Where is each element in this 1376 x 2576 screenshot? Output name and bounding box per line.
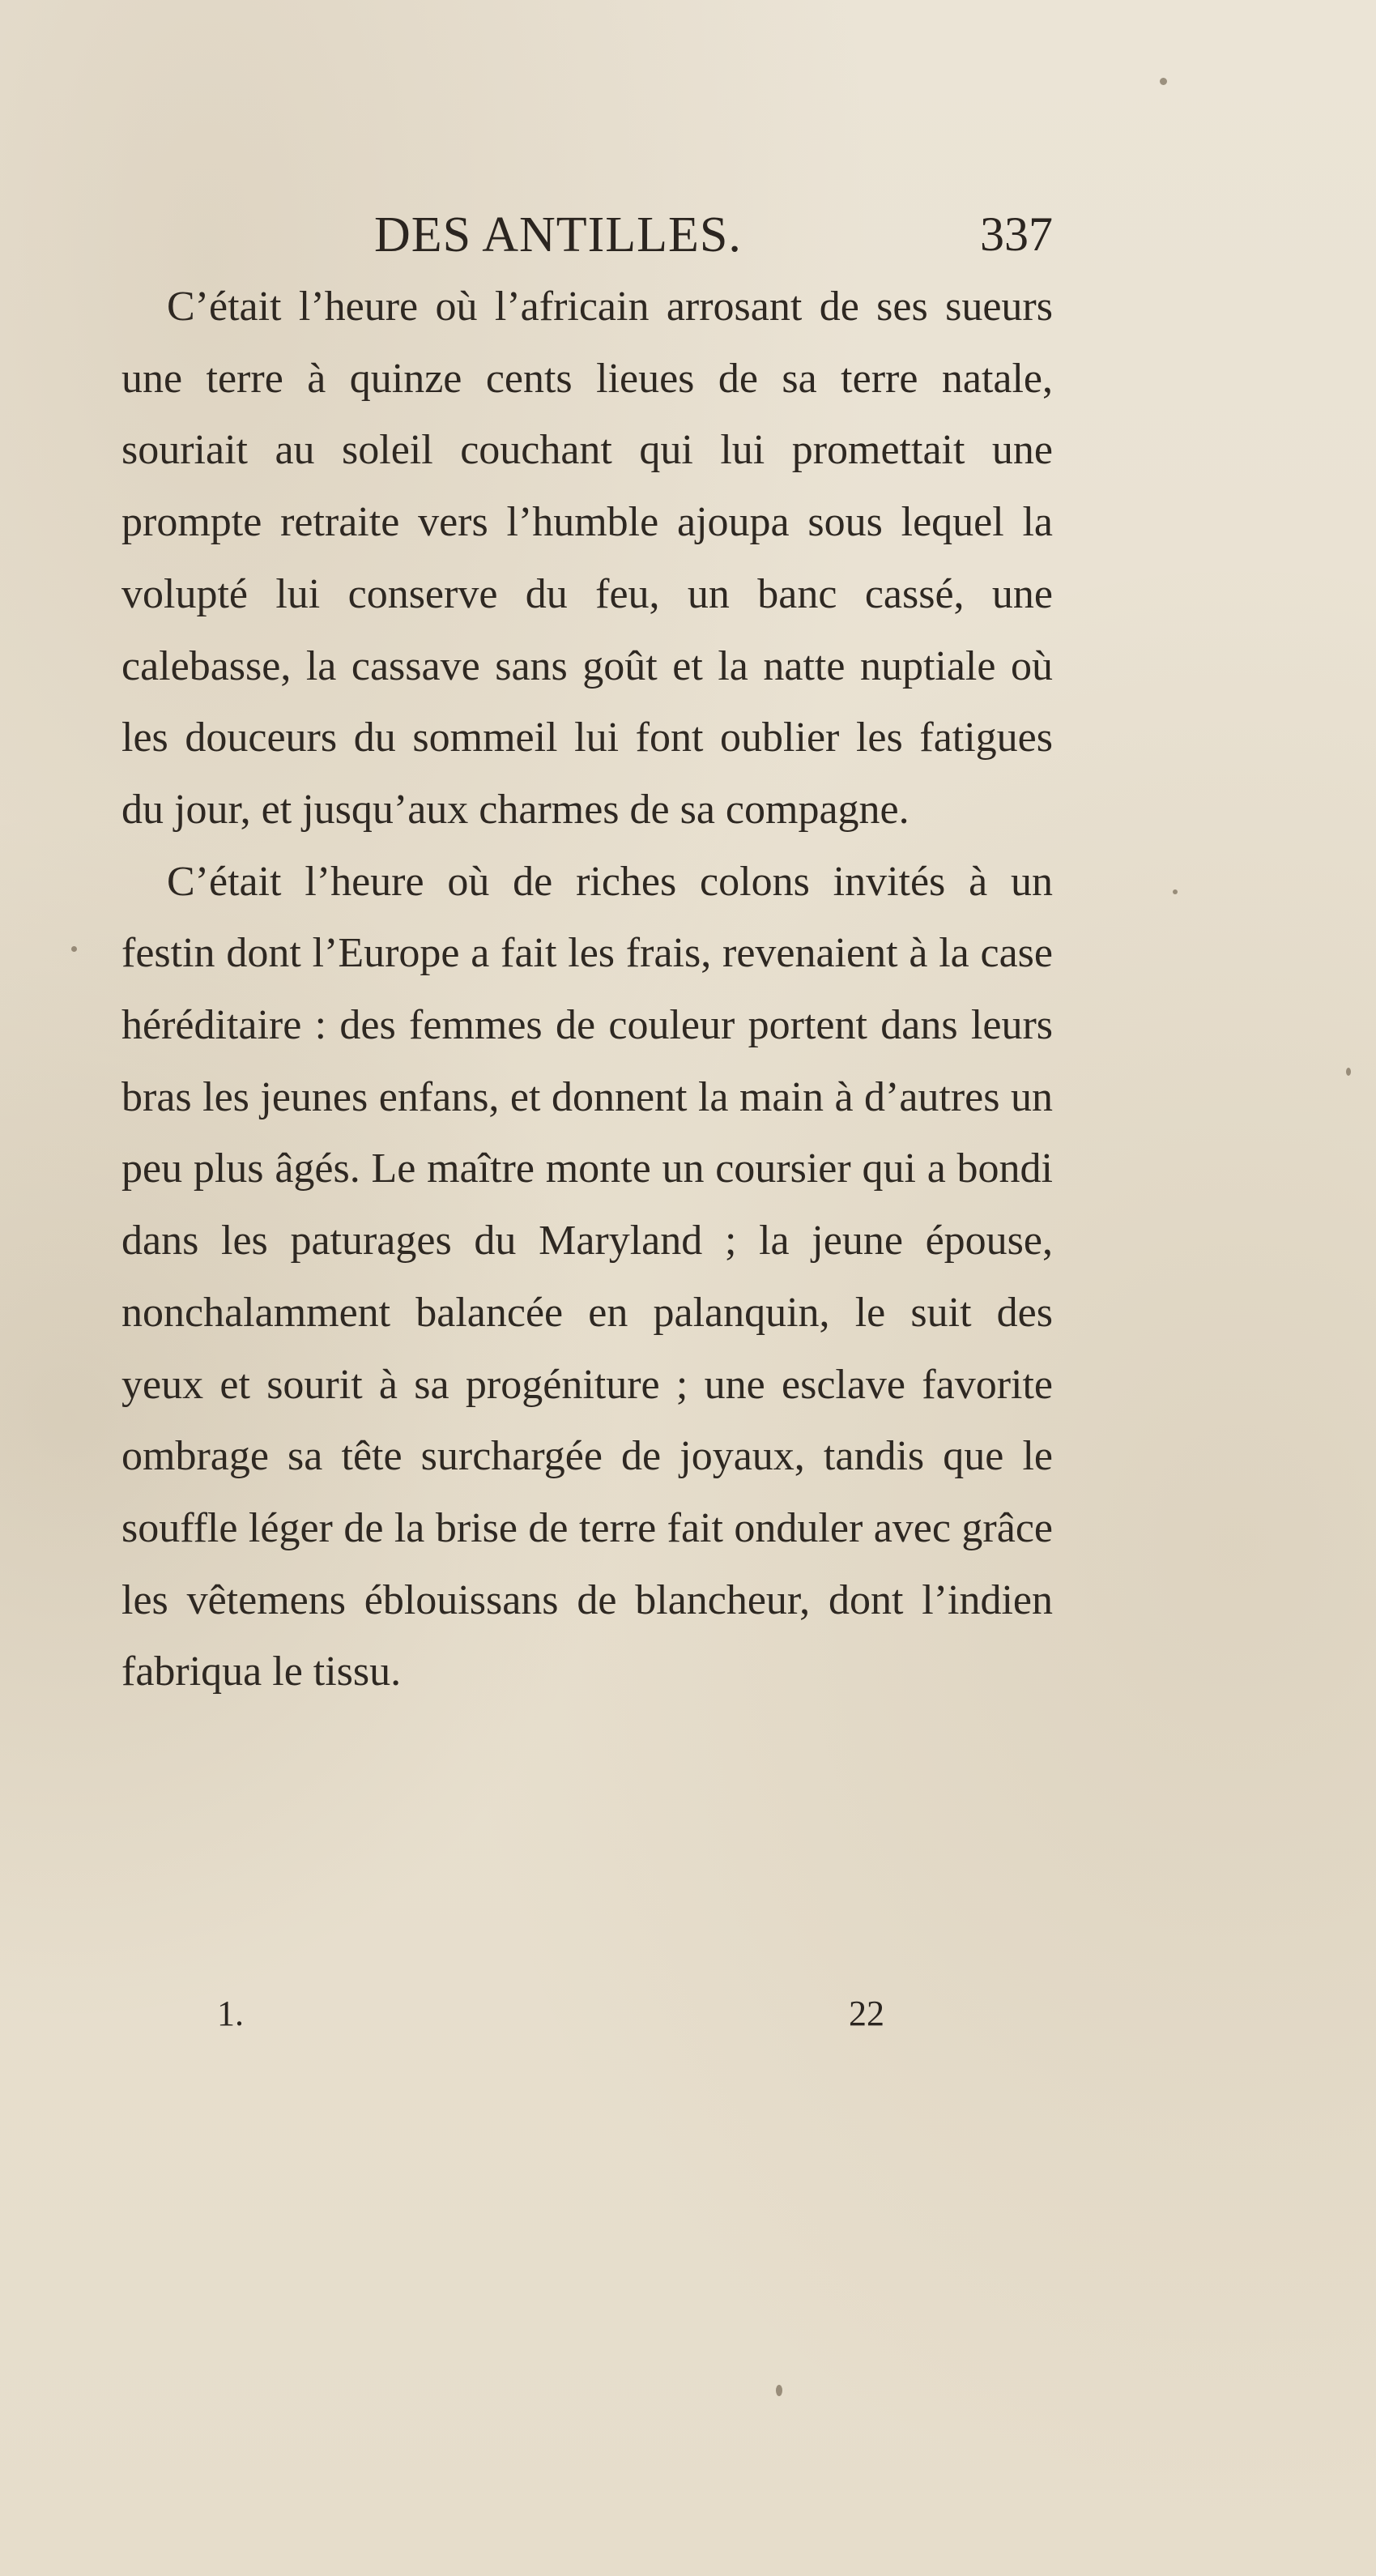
- page-footer: [121, 1993, 1053, 2041]
- volume-signature: 1.: [217, 1994, 244, 2033]
- ink-spot: [71, 946, 77, 952]
- page-header: [121, 207, 1053, 271]
- paragraph: C’était l’heure où de riches colons invités à un festin dont l’Europe a fait les frais, revenaient à la case héréditaire : des femmes de couleur portent dans leurs bras les jeunes enfans, et donnent la main à d’autres un peu plus âgés. Le maître monte un coursier qui a bondi dans les paturages du Maryland ; la jeune épouse, nonchalamment balancée en palanquin, le suit des yeux et sourit à sa progéniture ; une esclave favorite ombrage sa tête surchargée de joyaux, tandis que le souffle léger de la brise de terre fait onduler avec grâce les vêtemens éblouissans de blancheur, dont l’indien fabriqua le tissu.: [121, 858, 1053, 1695]
- ink-spot: [776, 2385, 782, 2396]
- gathering-signature: 22: [849, 1994, 884, 2033]
- ink-spot: [1346, 1068, 1351, 1076]
- ink-spot: [1173, 889, 1178, 894]
- paragraph: C’était l’heure où l’africain arrosant de ses sueurs une terre à quinze cents lieues de sa terre natale, souriait au soleil couchant qui lui promettait une prompte retraite vers l’humble ajoupa sous lequel la volupté lui conserve du feu, un banc cassé, une calebasse, la cassave sans goût et la natte nuptiale où les douceurs du sommeil lui font oublier les fatigues du jour, et jusqu’aux charmes de sa compagne.: [121, 284, 1053, 833]
- page-number: 337: [980, 207, 1053, 261]
- body-text: [121, 271, 1053, 1708]
- ink-spot: [1160, 78, 1167, 85]
- running-head: DES ANTILLES.: [374, 207, 742, 262]
